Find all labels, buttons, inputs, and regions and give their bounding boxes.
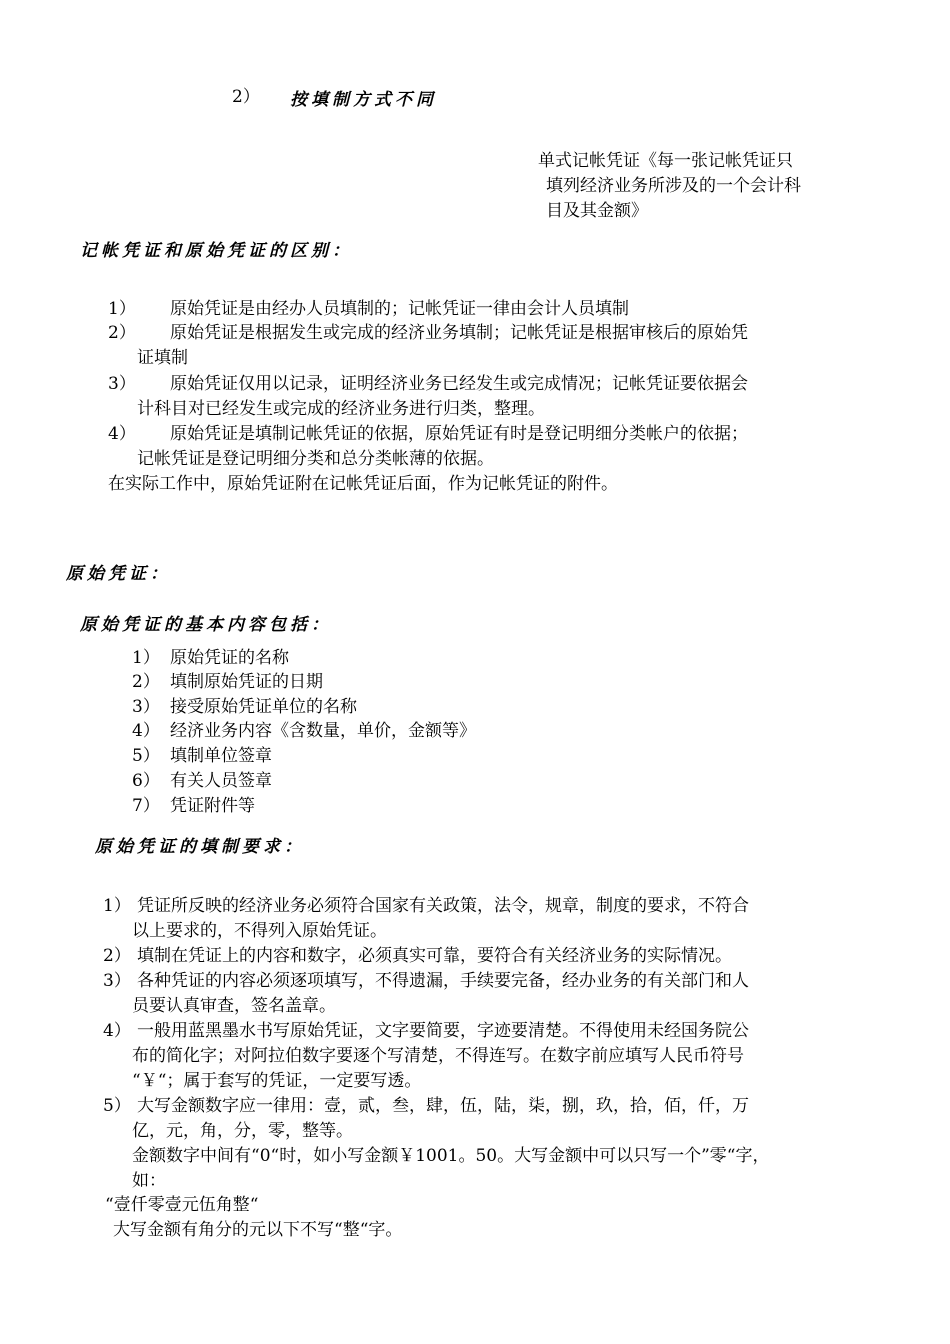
req-item-number: 4）: [103, 1021, 131, 1041]
diff-item-number: 4）: [108, 424, 136, 444]
diff-note: 在实际工作中，原始凭证附在记帐凭证后面，作为记帐凭证的附件。: [108, 474, 618, 494]
right-note-line: 单式记帐凭证《每一张记帐凭证只: [538, 151, 793, 171]
content-heading: 原始凭证的基本内容包括：: [80, 615, 332, 635]
req-item-text: 金额数字中间有“0“时，如小写金额￥1001。50。大写金额中可以只写一个”零“字，: [132, 1146, 770, 1166]
content-item-text: 原始凭证的名称: [170, 648, 289, 668]
req-item-text: 大写金额数字应一律用：壹，贰，叁，肆，伍，陆，柒，捌，玖，拾，佰，仟，万: [137, 1096, 749, 1116]
req-item-text: 一般用蓝黑墨水书写原始凭证，文字要简要，字迹要清楚。不得使用未经国务院公: [137, 1021, 749, 1041]
diff-heading: 记帐凭证和原始凭证的区别：: [80, 241, 353, 261]
content-item-number: 7）: [132, 796, 160, 816]
req-item-number: 3）: [103, 971, 131, 991]
req-item-text: 布的简化字；对阿拉伯数字要逐个写清楚，不得连写。在数字前应填写人民币符号: [132, 1046, 744, 1066]
diff-item-text: 原始凭证是填制记帐凭证的依据，原始凭证有时是登记明细分类帐户的依据；: [170, 424, 748, 444]
content-item-number: 4）: [132, 721, 160, 741]
content-item-text: 填制单位签章: [170, 746, 272, 766]
content-item-text: 填制原始凭证的日期: [170, 672, 323, 692]
req-item-text: 以上要求的，不得列入原始凭证。: [132, 921, 387, 941]
content-item-number: 5）: [132, 746, 160, 766]
diff-item-number: 1）: [108, 299, 136, 319]
diff-item-text: 原始凭证是由经办人员填制的；记帐凭证一律由会计人员填制: [170, 299, 629, 319]
req-item-text: 填制在凭证上的内容和数字，必须真实可靠，要符合有关经济业务的实际情况。: [137, 946, 732, 966]
diff-item-number: 3）: [108, 374, 136, 394]
right-note-line: 目及其金额》: [546, 201, 648, 221]
diff-item-text: 原始凭证仅用以记录，证明经济业务已经发生或完成情况；记帐凭证要依据会: [170, 374, 748, 394]
req-item-number: 2）: [103, 946, 131, 966]
content-item-text: 经济业务内容《含数量，单价，金额等》: [170, 721, 476, 741]
final-note: 大写金额有角分的元以下不写“整“字。: [113, 1220, 403, 1240]
diff-item-text: 原始凭证是根据发生或完成的经济业务填制；记帐凭证是根据审核后的原始凭: [170, 323, 748, 343]
req-item-text: 如：: [132, 1171, 166, 1191]
content-item-number: 6）: [132, 771, 160, 791]
orig-heading: 原始凭证：: [66, 564, 171, 584]
req-item-text: 各种凭证的内容必须逐项填写，不得遗漏，手续要完备，经办业务的有关部门和人: [137, 971, 749, 991]
req-item-number: 1）: [103, 896, 131, 916]
req-heading: 原始凭证的填制要求：: [95, 837, 305, 857]
content-item-text: 有关人员签章: [170, 771, 272, 791]
content-item-number: 1）: [132, 648, 160, 668]
diff-item-text: 计科目对已经发生或完成的经济业务进行归类，整理。: [137, 399, 545, 419]
req-item-text: 员要认真审查，签名盖章。: [132, 996, 336, 1016]
section-heading: 按填制方式不同: [290, 90, 437, 110]
content-item-text: 接受原始凭证单位的名称: [170, 697, 357, 717]
diff-item-text: 证填制: [137, 348, 188, 368]
content-item-number: 2）: [132, 672, 160, 692]
diff-item-text: 记帐凭证是登记明细分类和总分类帐薄的依据。: [137, 449, 494, 469]
right-note-line: 填列经济业务所涉及的一个会计科: [546, 176, 801, 196]
section-number: 2）: [232, 87, 260, 107]
content-item-text: 凭证附件等: [170, 796, 255, 816]
req-item-number: 5）: [103, 1096, 131, 1116]
example-text: “壹仟零壹元伍角整“: [105, 1195, 259, 1215]
req-item-text: 凭证所反映的经济业务必须符合国家有关政策，法令，规章，制度的要求，不符合: [137, 896, 749, 916]
diff-item-number: 2）: [108, 323, 136, 343]
req-item-text: “￥“；属于套写的凭证，一定要写透。: [132, 1071, 422, 1091]
content-item-number: 3）: [132, 697, 160, 717]
req-item-text: 亿，元，角，分，零，整等。: [132, 1121, 353, 1141]
